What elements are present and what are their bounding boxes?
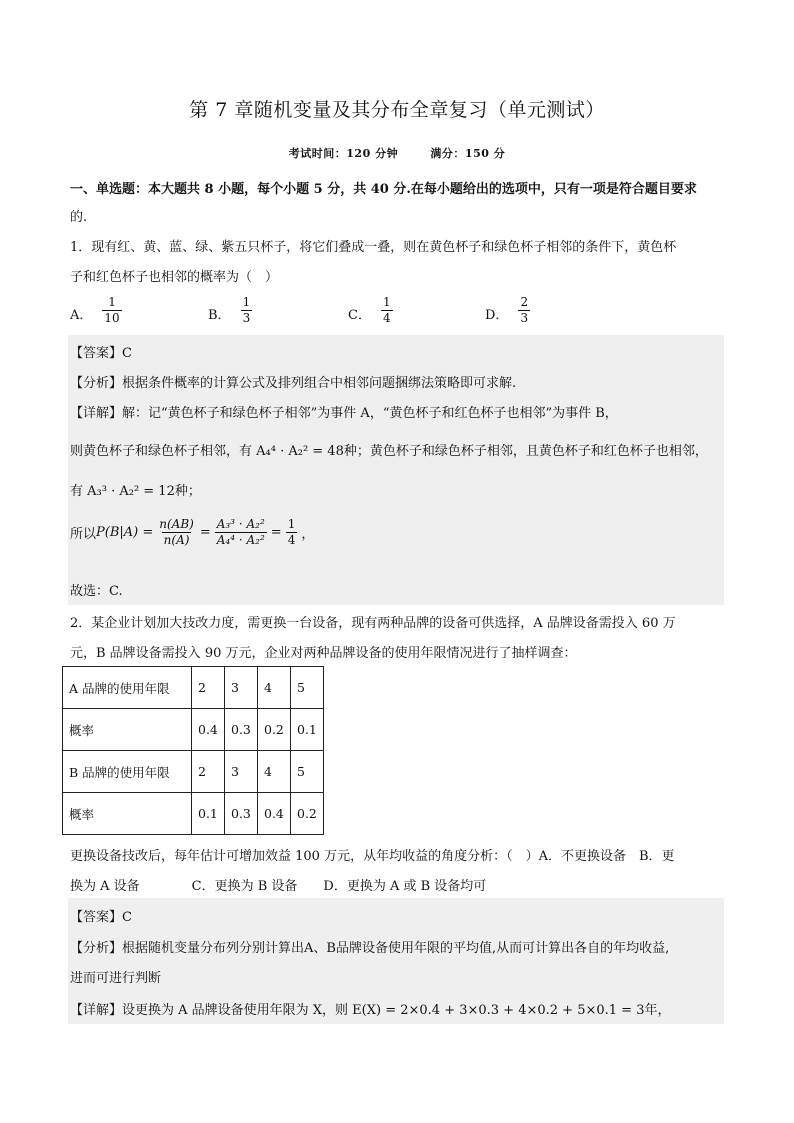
table-cell: B 品牌的使用年限 [63, 751, 192, 793]
numerator: A₃³ · A₂² [216, 517, 265, 531]
q2-stem-line2: 元，B 品牌设备需投入 90 万元，企业对两种品牌设备的使用年限情况进行了抽样调查： [70, 646, 577, 661]
q1-stem-line1: 1．现有红、黄、蓝、绿、紫五只杯子，将它们叠成一叠，则在黄色杯子和绿色杯子相邻的条件下，黄色杯 [70, 240, 677, 255]
table-cell: 4 [258, 751, 291, 793]
choice-fraction [518, 296, 530, 325]
choice-fraction [241, 296, 253, 325]
formula-fraction-3 [286, 518, 298, 547]
q2-after-line1: 更换设备技改后，每年估计可增加效益 100 万元，从年均收益的角度分析：（ ）A．不更换设备 B．更 [70, 849, 675, 864]
section-heading-line2: 的. [70, 210, 88, 225]
q2-after-line2: 换为 A 设备 C．更换为 B 设备 D．更换为 A 或 B 设备均可 [70, 879, 487, 894]
formula-prefix: 所以 [70, 527, 97, 542]
denominator: A₄⁴ · A₂² [216, 533, 265, 547]
table-row [63, 793, 324, 835]
choice-fraction [381, 296, 393, 325]
q1-detail-line1: 【详解】解：记“黄色杯子和绿色杯子相邻”为事件 A，“黄色杯子和红色杯子也相邻”为事件 B， [70, 406, 618, 421]
q1-probability-formula [70, 518, 314, 547]
denominator: 4 [287, 533, 296, 547]
formula-fraction-2 [215, 518, 267, 547]
q2-analysis-line2: 进而可进行判断 [70, 971, 162, 986]
denominator: 3 [520, 311, 529, 325]
choice-fraction [102, 296, 121, 325]
numerator: 1 [287, 517, 296, 531]
numerator: 1 [242, 295, 251, 309]
q1-stem-line2: 子和红色杯子也相邻的概率为（ ） [70, 270, 279, 285]
q2-analysis-line1: 【分析】根据随机变量分布列分别计算出A、B品牌设备使用年限的平均值,从而可计算出各自的年均收益, [70, 941, 670, 956]
formula-lhs: P(B|A) = [96, 525, 154, 540]
q1-choice-c [348, 296, 393, 325]
table-cell: 概率 [63, 709, 192, 751]
numerator: 2 [520, 295, 529, 309]
table-cell: 2 [192, 751, 225, 793]
q2-answer: 【答案】C [70, 910, 132, 925]
q2-stem-line1: 2．某企业计划加大技改力度，需更换一台设备，现有两种品牌的设备可供选择，A 品牌设备需投入 60 万 [70, 616, 676, 631]
table-row [63, 709, 324, 751]
table-row [63, 751, 324, 793]
denominator: 3 [242, 311, 251, 325]
formula-equals: = [199, 525, 211, 540]
table-cell: 5 [291, 667, 324, 709]
table-cell: 0.4 [192, 709, 225, 751]
table-cell: 0.1 [192, 793, 225, 835]
table-cell: 2 [192, 667, 225, 709]
q1-answer: 【答案】C [70, 346, 132, 361]
choice-label: B． [208, 308, 231, 323]
numerator: 1 [382, 295, 391, 309]
choice-label: A． [70, 308, 93, 323]
table-row [63, 667, 324, 709]
table-cell: 0.3 [225, 793, 258, 835]
numerator: 1 [108, 295, 116, 309]
q1-choices [70, 296, 730, 332]
q1-choice-d [485, 296, 530, 325]
q2-detail: 【详解】设更换为 A 品牌设备使用年限为 X，则 E(X) = 2×0.4 + 3×0.3 + 4×0.2 + 5×0.1 = 3年， [70, 1003, 671, 1018]
q1-detail-line3: 有 A₃³ · A₂² = 12种； [70, 484, 201, 499]
q1-detail-line2: 则黄色杯子和绿色杯子相邻，有 A₄⁴ · A₂² = 48种；黄色杯子和绿色杯子相邻，且黄色杯子和红色杯子也相邻， [70, 444, 708, 459]
formula-suffix: ， [301, 527, 315, 542]
table-cell: 3 [225, 667, 258, 709]
q1-choice-b [208, 296, 252, 325]
table-cell: A 品牌的使用年限 [63, 667, 192, 709]
table-cell: 5 [291, 751, 324, 793]
q1-analysis: 【分析】根据条件概率的计算公式及排列组合中相邻问题捆绑法策略即可求解. [70, 376, 517, 391]
table-cell: 3 [225, 751, 258, 793]
table-cell: 0.3 [225, 709, 258, 751]
table-cell: 概率 [63, 793, 192, 835]
exam-time: 考试时间：120 分钟 [288, 147, 399, 160]
table-cell: 0.2 [258, 709, 291, 751]
table-cell: 0.1 [291, 709, 324, 751]
formula-equals: = [270, 525, 282, 540]
page-title: 第 7 章随机变量及其分布全章复习（单元测试） [189, 99, 605, 121]
formula-fraction-1 [157, 518, 196, 547]
q2-lifespan-table [62, 666, 324, 835]
q1-choice-a [70, 296, 122, 325]
choice-label: D． [485, 308, 509, 323]
choice-label: C． [348, 308, 371, 323]
denominator: n(A) [163, 533, 190, 547]
full-score: 满分：150 分 [430, 147, 506, 160]
denominator: 4 [382, 311, 391, 325]
denominator: 10 [104, 311, 120, 325]
section-heading-line1: 一、单选题：本大题共 8 小题，每个小题 5 分，共 40 分.在每小题给出的选项中，只有一项是符合题目要求 [70, 182, 697, 197]
q1-conclusion: 故选：C. [70, 584, 123, 599]
numerator: n(AB) [159, 517, 194, 531]
table-cell: 4 [258, 667, 291, 709]
exam-meta [0, 145, 794, 161]
table-cell: 0.2 [291, 793, 324, 835]
table-cell: 0.4 [258, 793, 291, 835]
